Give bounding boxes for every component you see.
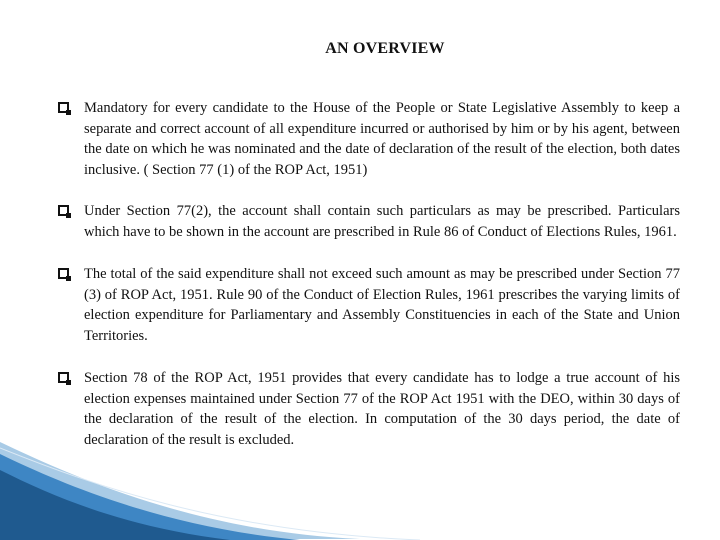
square-bullet-icon (58, 268, 69, 279)
square-bullet-icon (58, 372, 69, 383)
bullet-list (58, 98, 680, 471)
bullet-text: Mandatory for every candidate to the House of the People or State Legislative Assembly to keep a separate and correct account of all expenditure incurred or authorised by him or by his agent, between the date on which he was nominated and the date of declaration of the result of the election, both dates inclusive. ( Section 77 (1) of the ROP Act, 1951) (84, 100, 680, 178)
bullet-item (58, 98, 680, 180)
square-bullet-icon (58, 205, 69, 216)
bullet-item (58, 201, 680, 242)
bullet-text: Under Section 77(2), the account shall contain such particulars as may be prescribed. Particulars which have to be shown in the account are prescribed in Rule 86 of Conduct of Elections Rules, 1961. (84, 203, 680, 240)
bullet-text: Section 78 of the ROP Act, 1951 provides that every candidate has to lodge a true account of his election expenses maintained under Section 77 of the ROP Act 1951 with the DEO, within 30 days of the declaration of the result of the election. In computation of the 30 days period, the date of declaration of the result is excluded. (84, 370, 680, 448)
bullet-item (58, 368, 680, 450)
bullet-item (58, 264, 680, 346)
square-bullet-icon (58, 102, 69, 113)
bullet-text: The total of the said expenditure shall not exceed such amount as may be prescribed under Section 77 (3) of ROP Act, 1951. Rule 90 of the Conduct of Election Rules, 1961 prescribes the varying limits of election expenditure for Parliamentary and Assembly Constituencies in each of the State and Union Territories. (84, 266, 680, 344)
slide-title: AN OVERVIEW (325, 40, 445, 57)
corner-swoosh-decoration (0, 440, 720, 540)
